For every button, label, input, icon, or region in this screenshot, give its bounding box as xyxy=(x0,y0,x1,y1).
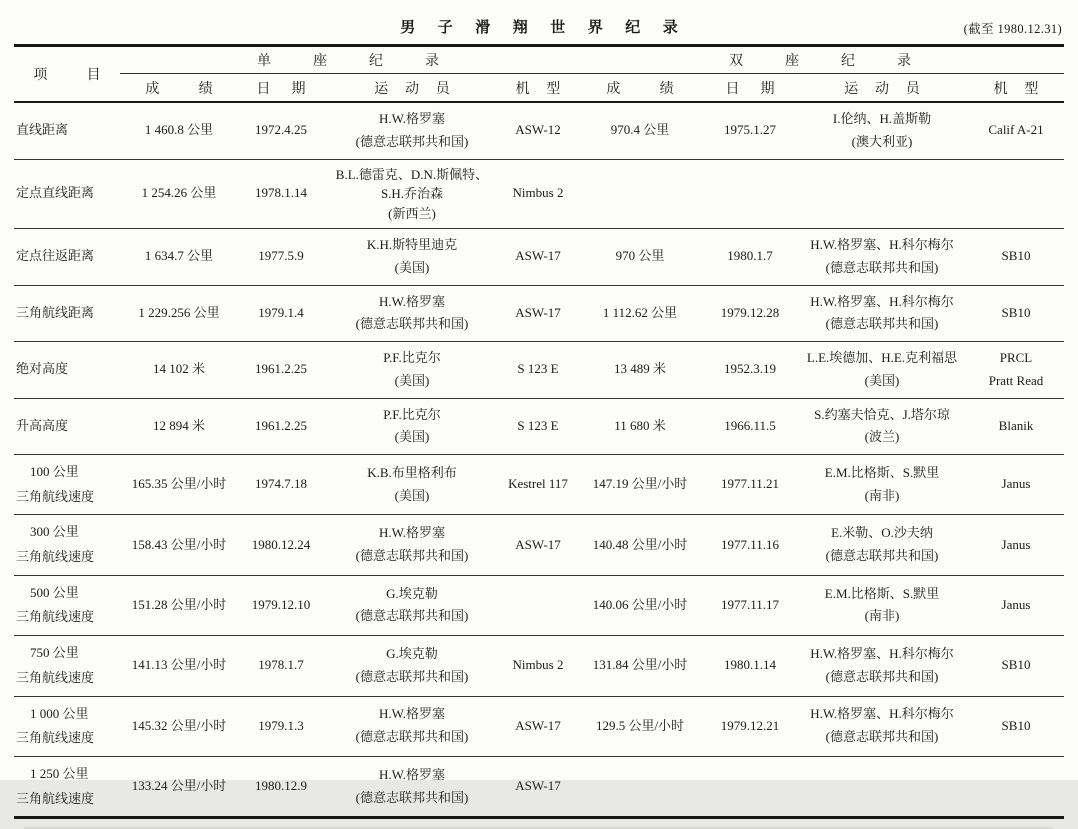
item-cell: 1 000 公里 三角航线速度 xyxy=(16,705,95,746)
double-date-cell: 1980.1.14 xyxy=(724,657,776,673)
single-aircraft-cell: S 123 E xyxy=(517,417,559,433)
item-cell: 升高高度 xyxy=(16,417,69,433)
double-result-cell: 970.4 公里 xyxy=(610,122,670,138)
double-result-cell: 147.19 公里/小时 xyxy=(592,476,688,492)
single-athlete-cell: G.埃克勒 (德意志联邦共和国) xyxy=(355,585,469,624)
column-header-item: 项目 xyxy=(33,68,140,83)
double-athlete-cell: H.W.格罗塞、H.科尔梅尔 (德意志联邦共和国) xyxy=(810,293,954,332)
double-athlete-cell: H.W.格罗塞、H.科尔梅尔 (德意志联邦共和国) xyxy=(810,706,954,745)
single-date-cell: 1979.1.4 xyxy=(258,304,304,320)
single-result-cell: 1 460.8 公里 xyxy=(144,122,214,138)
single-date-cell: 1980.12.9 xyxy=(255,778,307,794)
table-header xyxy=(14,47,1064,103)
single-date-cell: 1978.1.7 xyxy=(258,657,304,673)
item-cell: 定点直线距离 xyxy=(16,185,95,201)
column-header-single-result: 成绩 xyxy=(145,81,252,97)
double-date-cell: 1975.1.27 xyxy=(724,122,776,138)
double-result-cell: 131.84 公里/小时 xyxy=(592,657,688,673)
item-cell: 绝对高度 xyxy=(16,361,69,377)
item-cell: 三角航线距离 xyxy=(16,304,95,320)
double-athlete-cell: S.约塞夫恰克、J.塔尔琼 (波兰) xyxy=(814,406,950,445)
records-table xyxy=(14,44,1064,819)
double-result-cell: 11 680 米 xyxy=(614,417,666,433)
single-date-cell: 1979.1.3 xyxy=(258,717,304,733)
single-aircraft-cell: ASW-12 xyxy=(515,122,561,138)
single-aircraft-cell: ASW-17 xyxy=(515,717,561,733)
table-row xyxy=(14,229,1064,286)
page-title: 男子滑翔世界纪录 xyxy=(400,20,701,36)
table-row xyxy=(14,103,1064,160)
single-result-cell: 12 894 米 xyxy=(152,417,205,433)
single-athlete-cell: P.F.比克尔 (美国) xyxy=(383,406,441,445)
double-aircraft-cell: Blanik xyxy=(998,417,1034,433)
single-athlete-cell: K.B.布里格利布 (美国) xyxy=(367,464,457,503)
single-date-cell: 1977.5.9 xyxy=(258,248,304,264)
table-row xyxy=(14,757,1064,816)
double-aircraft-cell: SB10 xyxy=(1001,304,1031,320)
double-date-cell: 1966.11.5 xyxy=(724,417,776,433)
double-athlete-cell: E.M.比格斯、S.默里 (南非) xyxy=(824,585,940,624)
single-result-cell: 1 254.26 公里 xyxy=(141,185,217,201)
single-date-cell: 1961.2.25 xyxy=(255,361,307,377)
single-result-cell: 158.43 公里/小时 xyxy=(131,536,227,552)
item-cell: 1 250 公里 三角航线速度 xyxy=(16,765,95,806)
single-date-cell: 1979.12.10 xyxy=(251,597,311,613)
double-result-cell: 140.48 公里/小时 xyxy=(592,536,688,552)
column-header-single-date: 日期 xyxy=(256,81,327,97)
table-row xyxy=(14,399,1064,456)
double-athlete-cell: E.M.比格斯、S.默里 (南非) xyxy=(824,464,940,503)
double-date-cell: 1977.11.17 xyxy=(720,597,780,613)
double-result-cell: 1 112.62 公里 xyxy=(602,304,678,320)
item-cell: 100 公里 三角航线速度 xyxy=(16,464,95,504)
table-row xyxy=(14,576,1064,636)
single-athlete-cell: H.W.格罗塞 (德意志联邦共和国) xyxy=(355,706,469,745)
item-cell: 定点往返距离 xyxy=(16,248,95,264)
column-header-double-result: 成绩 xyxy=(606,81,713,97)
double-date-cell: 1977.11.16 xyxy=(720,536,780,552)
double-result-cell: 970 公里 xyxy=(615,248,665,264)
item-cell: 750 公里 三角航线速度 xyxy=(16,645,95,685)
single-aircraft-cell: ASW-17 xyxy=(515,536,561,552)
table-row xyxy=(14,515,1064,575)
double-aircraft-cell: Janus xyxy=(1001,476,1031,492)
column-header-single-aircraft: 机型 xyxy=(515,81,578,97)
single-result-cell: 141.13 公里/小时 xyxy=(131,657,227,673)
single-aircraft-cell: ASW-17 xyxy=(515,304,561,320)
single-athlete-cell: K.H.斯特里迪克 (美国) xyxy=(366,237,458,275)
double-date-cell: 1980.1.7 xyxy=(727,248,773,264)
single-result-cell: 151.28 公里/小时 xyxy=(131,597,227,613)
single-date-cell: 1974.7.18 xyxy=(255,476,307,492)
single-aircraft-cell: ASW-17 xyxy=(515,778,561,794)
table-row xyxy=(14,342,1064,399)
double-athlete-cell: I.伦纳、H.盖斯勒 (澳大利亚) xyxy=(832,111,932,149)
single-aircraft-cell: ASW-17 xyxy=(515,248,561,264)
table-row xyxy=(14,455,1064,515)
double-athlete-cell: E.米勒、O.沙夫纳 (德意志联邦共和国) xyxy=(825,525,939,564)
double-aircraft-cell: PRCL Pratt Read xyxy=(988,350,1044,388)
single-result-cell: 165.35 公里/小时 xyxy=(131,476,227,492)
single-athlete-cell: H.W.格罗塞 (德意志联邦共和国) xyxy=(355,293,469,332)
single-aircraft-cell: Nimbus 2 xyxy=(512,185,564,201)
double-athlete-cell: H.W.格罗塞、H.科尔梅尔 (德意志联邦共和国) xyxy=(810,646,954,684)
single-aircraft-cell: Kestrel 117 xyxy=(508,476,568,492)
double-aircraft-cell: Janus xyxy=(1001,536,1031,552)
single-date-cell: 1980.12.24 xyxy=(251,536,311,552)
table-row xyxy=(14,697,1064,757)
single-result-cell: 14 102 米 xyxy=(152,361,205,377)
single-athlete-cell: H.W.格罗塞 (德意志联邦共和国) xyxy=(355,111,469,149)
double-aircraft-cell: Janus xyxy=(1001,597,1031,613)
table-body xyxy=(14,103,1064,816)
single-result-cell: 1 229.256 公里 xyxy=(138,304,220,320)
single-date-cell: 1972.4.25 xyxy=(255,122,307,138)
as-of-date: (截至 1980.12.31) xyxy=(963,22,1062,36)
single-athlete-cell: H.W.格罗塞 (德意志联邦共和国) xyxy=(355,525,469,564)
single-athlete-cell: G.埃克勒 (德意志联邦共和国) xyxy=(355,646,469,684)
double-aircraft-cell: Calif A-21 xyxy=(988,122,1044,138)
double-athlete-cell: L.E.埃德加、H.E.克利福思 (美国) xyxy=(806,350,958,388)
item-cell: 300 公里 三角航线速度 xyxy=(16,524,95,565)
double-date-cell: 1979.12.21 xyxy=(720,717,780,733)
single-date-cell: 1961.2.25 xyxy=(255,417,307,433)
table-row xyxy=(14,160,1064,230)
double-date-cell: 1977.11.21 xyxy=(720,476,780,492)
double-athlete-cell: H.W.格罗塞、H.科尔梅尔 (德意志联邦共和国) xyxy=(810,237,954,275)
double-result-cell: 140.06 公里/小时 xyxy=(592,597,688,613)
item-cell: 直线距离 xyxy=(16,122,69,138)
single-result-cell: 145.32 公里/小时 xyxy=(131,717,227,733)
column-header-double-athlete: 运动员 xyxy=(844,81,937,97)
single-result-cell: 133.24 公里/小时 xyxy=(131,778,227,794)
table-row xyxy=(14,636,1064,696)
column-header-double-aircraft: 机型 xyxy=(993,81,1056,97)
column-header-double-date: 日期 xyxy=(725,81,796,97)
column-header-single-athlete: 运动员 xyxy=(374,81,467,97)
item-cell: 500 公里 三角航线速度 xyxy=(16,584,95,625)
single-result-cell: 1 634.7 公里 xyxy=(144,248,214,264)
double-date-cell: 1979.12.28 xyxy=(720,304,780,320)
group-header-double-seat: 双座纪录 xyxy=(576,47,1064,74)
double-aircraft-cell: SB10 xyxy=(1001,657,1031,673)
double-result-cell: 129.5 公里/小时 xyxy=(595,717,685,733)
single-aircraft-cell: S 123 E xyxy=(517,361,559,377)
single-aircraft-cell: Nimbus 2 xyxy=(512,657,564,673)
single-athlete-cell: P.F.比克尔 (美国) xyxy=(383,350,441,388)
single-date-cell: 1978.1.14 xyxy=(255,185,307,201)
double-date-cell: 1952.3.19 xyxy=(724,361,776,377)
double-aircraft-cell: SB10 xyxy=(1001,717,1031,733)
double-aircraft-cell: SB10 xyxy=(1001,248,1031,264)
double-result-cell: 13 489 米 xyxy=(613,361,666,377)
table-row xyxy=(14,286,1064,343)
single-athlete-cell: H.W.格罗塞 (德意志联邦共和国) xyxy=(355,766,469,805)
single-athlete-cell: B.L.德雷克、D.N.斯佩特、 S.H.乔治森 (新西兰) xyxy=(335,166,489,221)
title-bar xyxy=(14,14,1064,44)
group-header-single-seat: 单座纪录 xyxy=(120,47,576,74)
